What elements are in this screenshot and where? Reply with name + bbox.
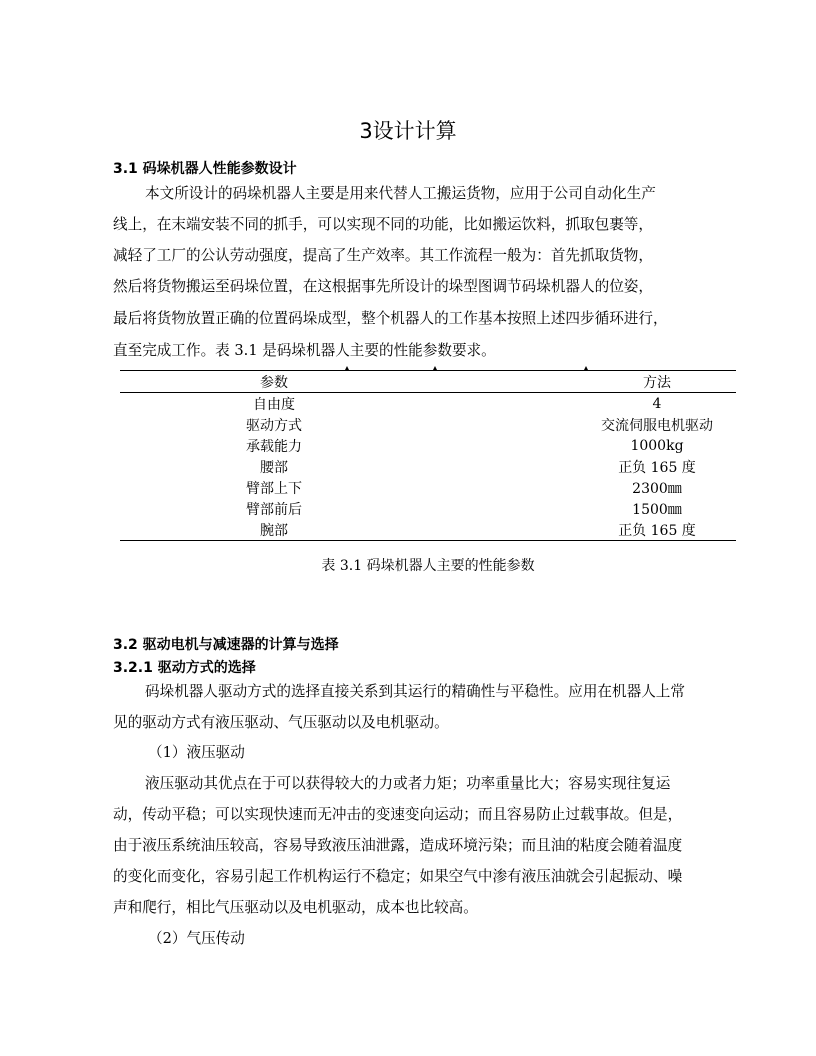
table-row: [120, 498, 736, 519]
table-cell: 2300㎜: [632, 480, 682, 497]
table-cell: 腕部: [260, 522, 288, 539]
paragraph-line: 见的驱动方式有液压驱动、气压驱动以及电机驱动。: [113, 714, 449, 731]
section-3-2-heading: 3.2 驱动电机与减速器的计算与选择: [113, 637, 339, 653]
table-cell: 腰部: [260, 459, 288, 476]
table-header-row: [120, 371, 736, 393]
table-cell: 臂部上下: [246, 480, 302, 497]
paragraph-line: 液压驱动其优点在于可以获得较大的力或者力矩；功率重量比大；容易实现往复运: [145, 775, 671, 792]
table-cell: 承载能力: [246, 438, 302, 455]
table-cell: 驱动方式: [246, 417, 302, 434]
paragraph-line: 声和爬行，相比气压驱动以及电机驱动，成本也比较高。: [113, 899, 478, 916]
paragraph-line: 动，传动平稳；可以实现快速而无冲击的变速变向运动；而且容易防止过载事故。但是，: [113, 806, 683, 823]
table-row: [120, 414, 736, 435]
table-header-cell: 方法: [643, 374, 671, 391]
item-2-title: （2）气压传动: [148, 930, 245, 947]
item-1-title: （1）液压驱动: [148, 744, 245, 761]
table-row: [120, 519, 736, 541]
table-row: [120, 435, 736, 456]
table-caption: 表 3.1 码垛机器人主要的性能参数: [321, 558, 535, 574]
table-header-cell: 参数: [260, 374, 288, 391]
table-row: [120, 393, 736, 415]
table-cell: 正负 165 度: [618, 459, 696, 476]
section-3-1-heading: 3.1 码垛机器人性能参数设计: [113, 161, 297, 177]
paragraph-line: 直至完成工作。表 3.1 是码垛机器人主要的性能参数要求。: [113, 342, 496, 359]
table-cell: 4: [652, 395, 662, 412]
parameter-table: [120, 370, 736, 541]
paragraph-line: 线上，在末端安装不同的抓手，可以实现不同的功能，比如搬运饮料，抓取包裹等，: [113, 216, 653, 233]
table-cell: 1500㎜: [632, 501, 682, 518]
table-cell: 正负 165 度: [618, 522, 696, 539]
table-cell: 自由度: [253, 396, 295, 413]
paragraph-line: 码垛机器人驱动方式的选择直接关系到其运行的精确性与平稳性。应用在机器人上常: [145, 683, 685, 700]
paragraph-line: 的变化而变化，容易引起工作机构运行不稳定；如果空气中渗有液压油就会引起振动、噪: [113, 868, 683, 885]
table-row: [120, 477, 736, 498]
chapter-title: 3设计计算: [359, 119, 457, 143]
table-cell: 臂部前后: [246, 501, 302, 518]
table-cell: 交流伺服电机驱动: [601, 417, 713, 434]
paragraph-line: 然后将货物搬运至码垛位置，在这根据事先所设计的垛型图调节码垛机器人的位姿，: [113, 278, 653, 295]
paragraph-line: 减轻了工厂的公认劳动强度，提高了生产效率。其工作流程一般为：首先抓取货物，: [113, 247, 653, 264]
table-cell: 1000kg: [630, 437, 684, 454]
paragraph-line: 最后将货物放置正确的位置码垛成型，整个机器人的工作基本按照上述四步循环进行，: [113, 310, 668, 327]
table-row: [120, 456, 736, 477]
paragraph-line: 本文所设计的码垛机器人主要是用来代替人工搬运货物，应用于公司自动化生产: [145, 185, 656, 202]
paragraph-line: 由于液压系统油压较高，容易导致液压油泄露，造成环境污染；而且油的粘度会随着温度: [113, 837, 683, 854]
section-3-2-1-heading: 3.2.1 驱动方式的选择: [113, 660, 256, 676]
